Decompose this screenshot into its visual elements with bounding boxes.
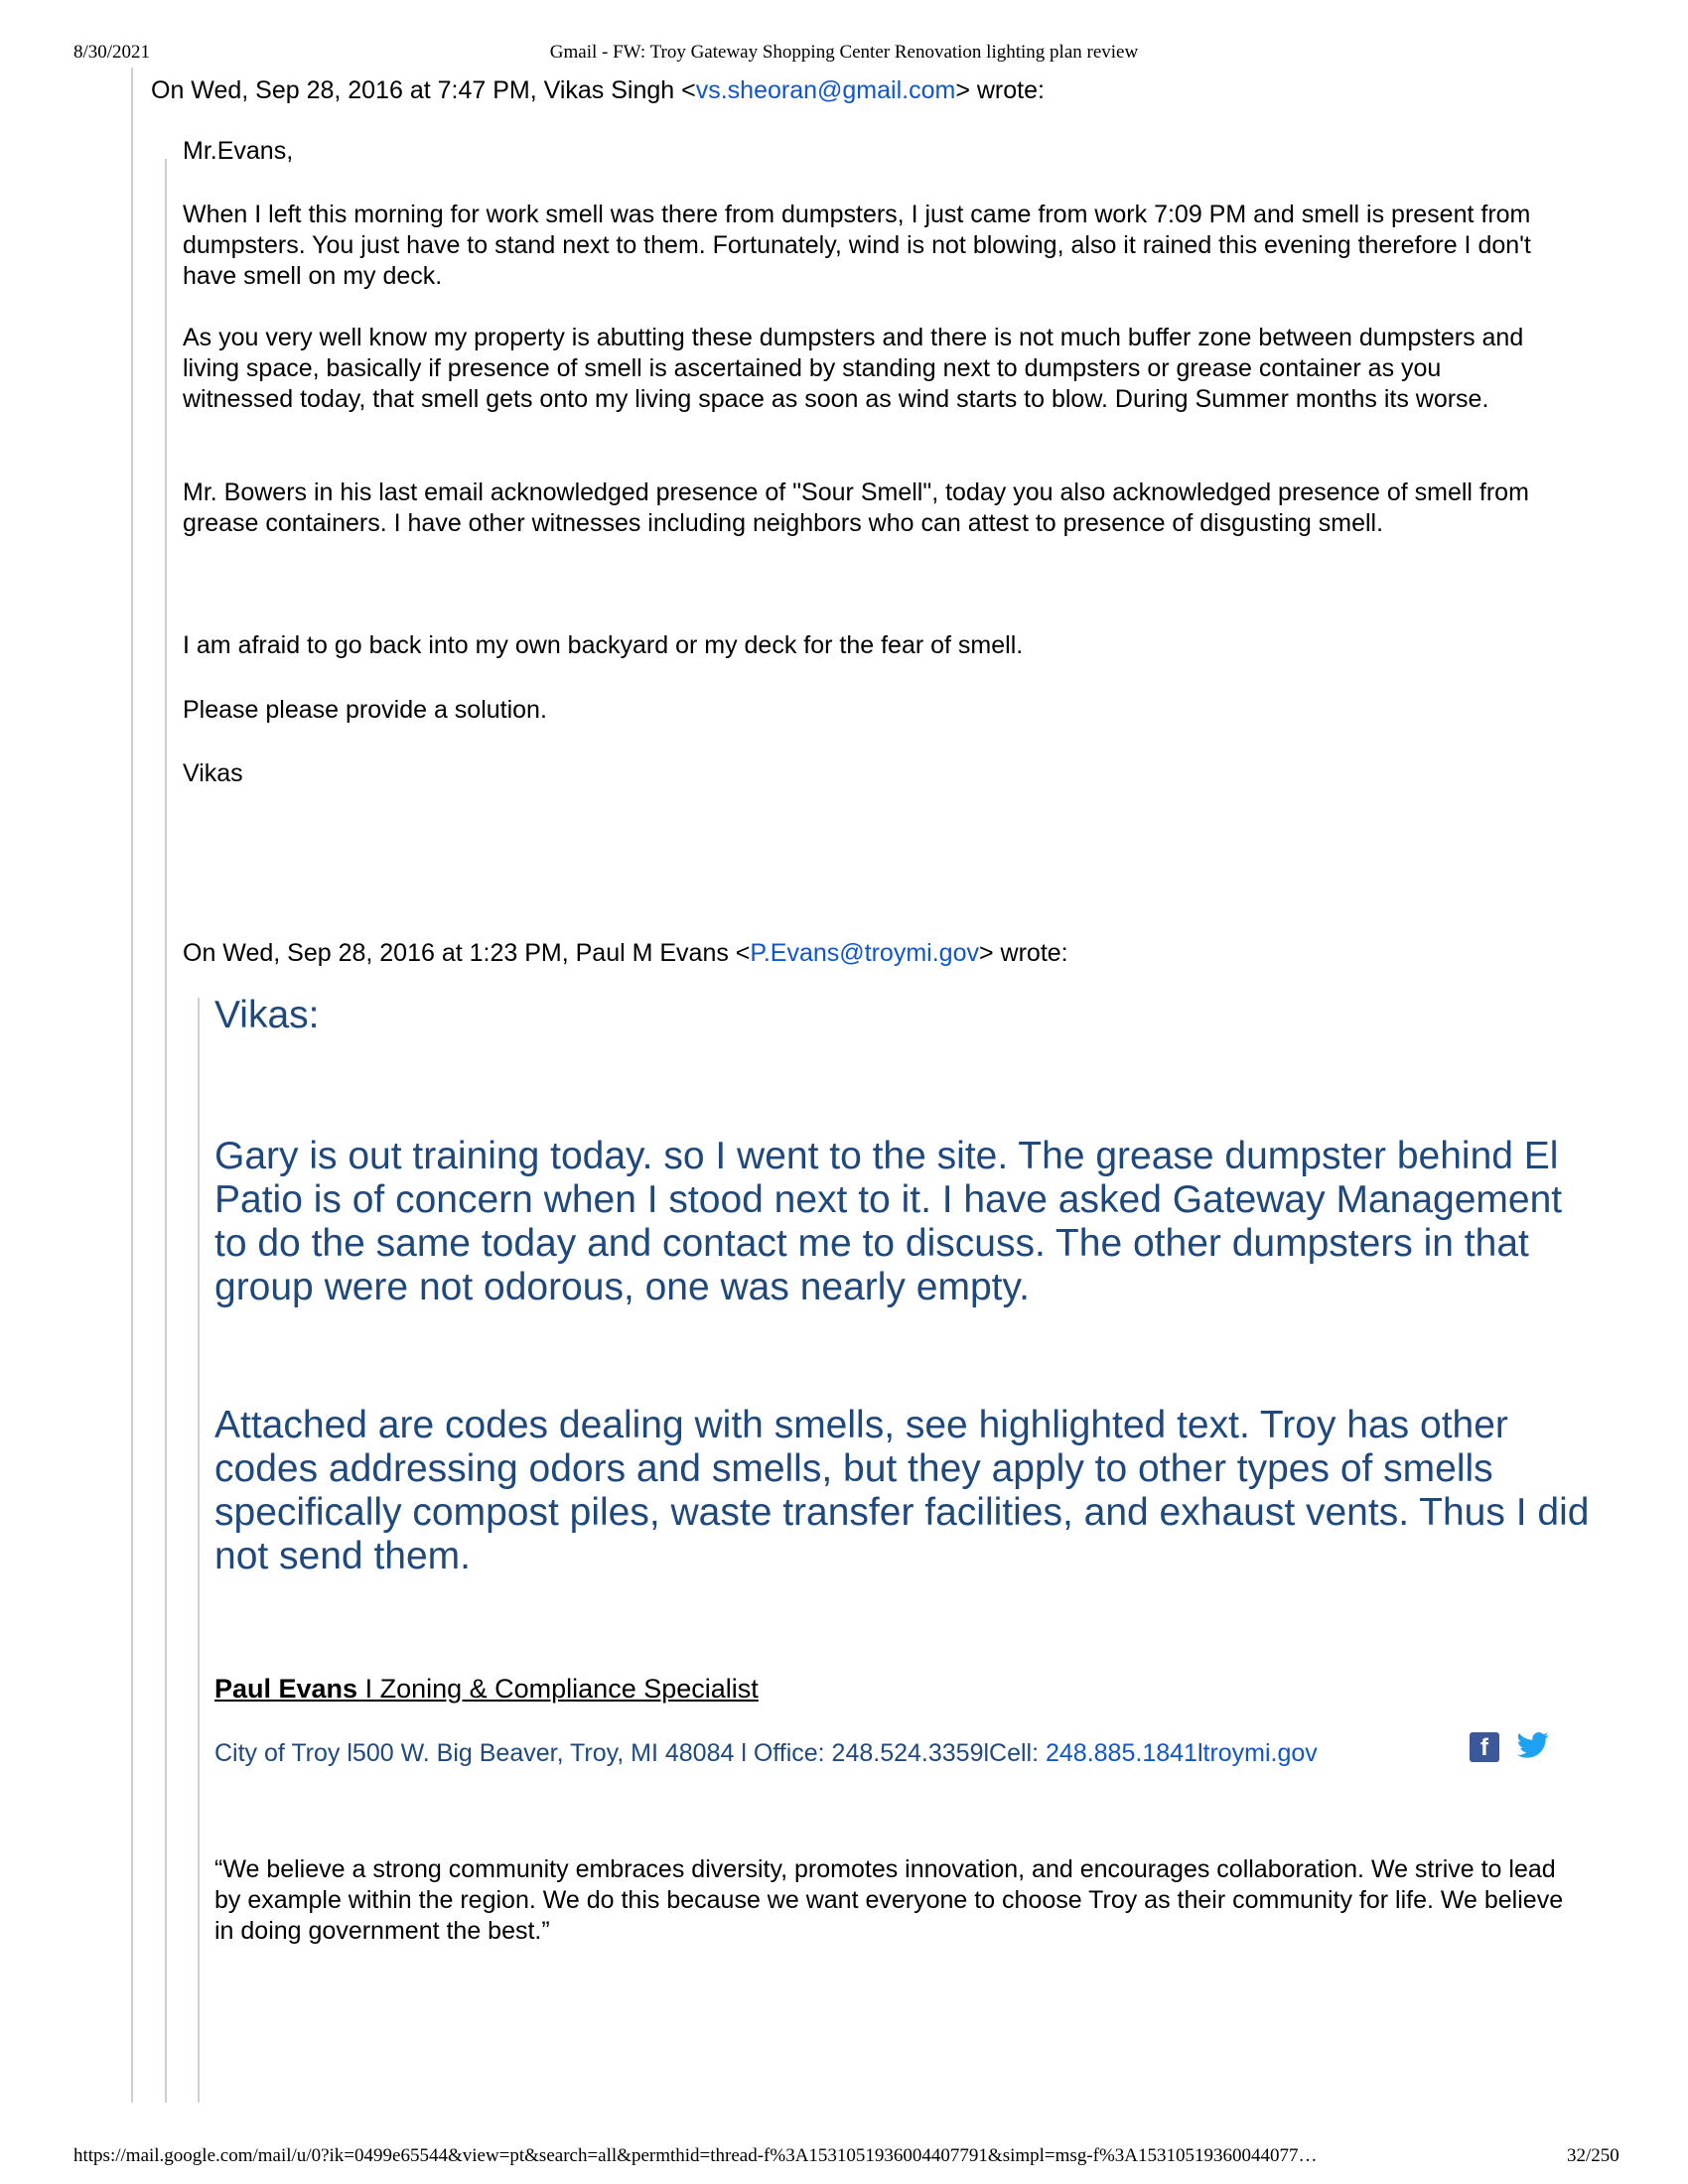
attribution-line-vikas: On Wed, Sep 28, 2016 at 7:47 PM, Vikas Singh <vs.sheoran@gmail.com> wrote:	[151, 76, 1045, 104]
quote-bar-middle	[165, 159, 167, 2103]
print-url: https://mail.google.com/mail/u/0?ik=0499e65544&view=pt&search=all&permthid=thread-f%3A1531051936004407791&simpl=msg-f%3A15310519360044077…	[73, 2145, 1318, 2166]
body-paragraph: Please please provide a solution.	[183, 696, 547, 724]
print-page-number: 32/250	[1567, 2145, 1619, 2166]
print-date: 8/30/2021	[73, 42, 151, 63]
sender-email-link[interactable]: vs.sheoran@gmail.com	[695, 76, 956, 104]
mission-quote: “We believe a strong community embraces diversity, promotes innovation, and encourages collaboration. We strive to lead by example within the region. We do this because we want everyone to choose Troy as their community for life. We believe in doing government the best.”	[214, 1855, 1564, 1945]
quote-bar-outer	[131, 68, 133, 2103]
body-paragraph: When I left this morning for work smell was there from dumpsters, I just came from work 7:09 PM and smell is present from dumpsters. You just have to stand next to them. Fortunately, wind is not blowing, also it rained this evening therefore I don't have smell on my deck.	[183, 201, 1531, 290]
body-paragraph: I am afraid to go back into my own backyard or my deck for the fear of smell.	[183, 631, 1024, 659]
facebook-icon[interactable]: f	[1470, 1732, 1499, 1762]
body-paragraph: As you very well know my property is abutting these dumpsters and there is not much buffer zone between dumpsters and living space, basically if presence of smell is ascertained by standing next to dumpsters or grease container as you witnessed today, that smell gets onto my living space as soon as wind starts to blow. During Summer months its worse.	[183, 324, 1524, 413]
salutation: Mr.Evans,	[183, 137, 294, 165]
body-paragraph-large: Attached are codes dealing with smells, see highlighted text. Troy has other codes addressing odors and smells, but they apply to other types of smells specifically compost piles, waste transfer facilities, and exhaust vents. Thus I did not send them.	[214, 1404, 1590, 1577]
quote-bar-inner	[198, 998, 200, 2103]
print-title: Gmail - FW: Troy Gateway Shopping Center Renovation lighting plan review	[549, 42, 1139, 63]
website-link[interactable]: troymi.gov	[1202, 1739, 1318, 1767]
signature-contact: City of Troy l500 W. Big Beaver, Troy, MI 48084 l Office: 248.524.3359lCell: 248.885.1841ltroymi.gov	[214, 1739, 1318, 1767]
cell-phone-link[interactable]: 248.885.1841	[1046, 1739, 1197, 1767]
greeting: Vikas:	[214, 994, 320, 1036]
signature-vikas: Vikas	[183, 759, 243, 787]
signature-name-title: Paul Evans I Zoning & Compliance Specialist	[214, 1674, 759, 1704]
attribution-line-evans: On Wed, Sep 28, 2016 at 1:23 PM, Paul M Evans <P.Evans@troymi.gov> wrote:	[183, 939, 1068, 967]
body-paragraph: Mr. Bowers in his last email acknowledged presence of "Sour Smell", today you also acknowledged presence of smell from grease containers. I have other witnesses including neighbors who can attest to presence of disgusting smell.	[183, 478, 1529, 537]
twitter-icon[interactable]	[1517, 1731, 1549, 1759]
sender-email-link[interactable]: P.Evans@troymi.gov	[750, 939, 979, 967]
body-paragraph-large: Gary is out training today. so I went to the site. The grease dumpster behind El Patio is of concern when I stood next to it. I have asked Gateway Management to do the same today and contact me to discuss. The other dumpsters in that group were not odorous, one was nearly empty.	[214, 1135, 1563, 1308]
